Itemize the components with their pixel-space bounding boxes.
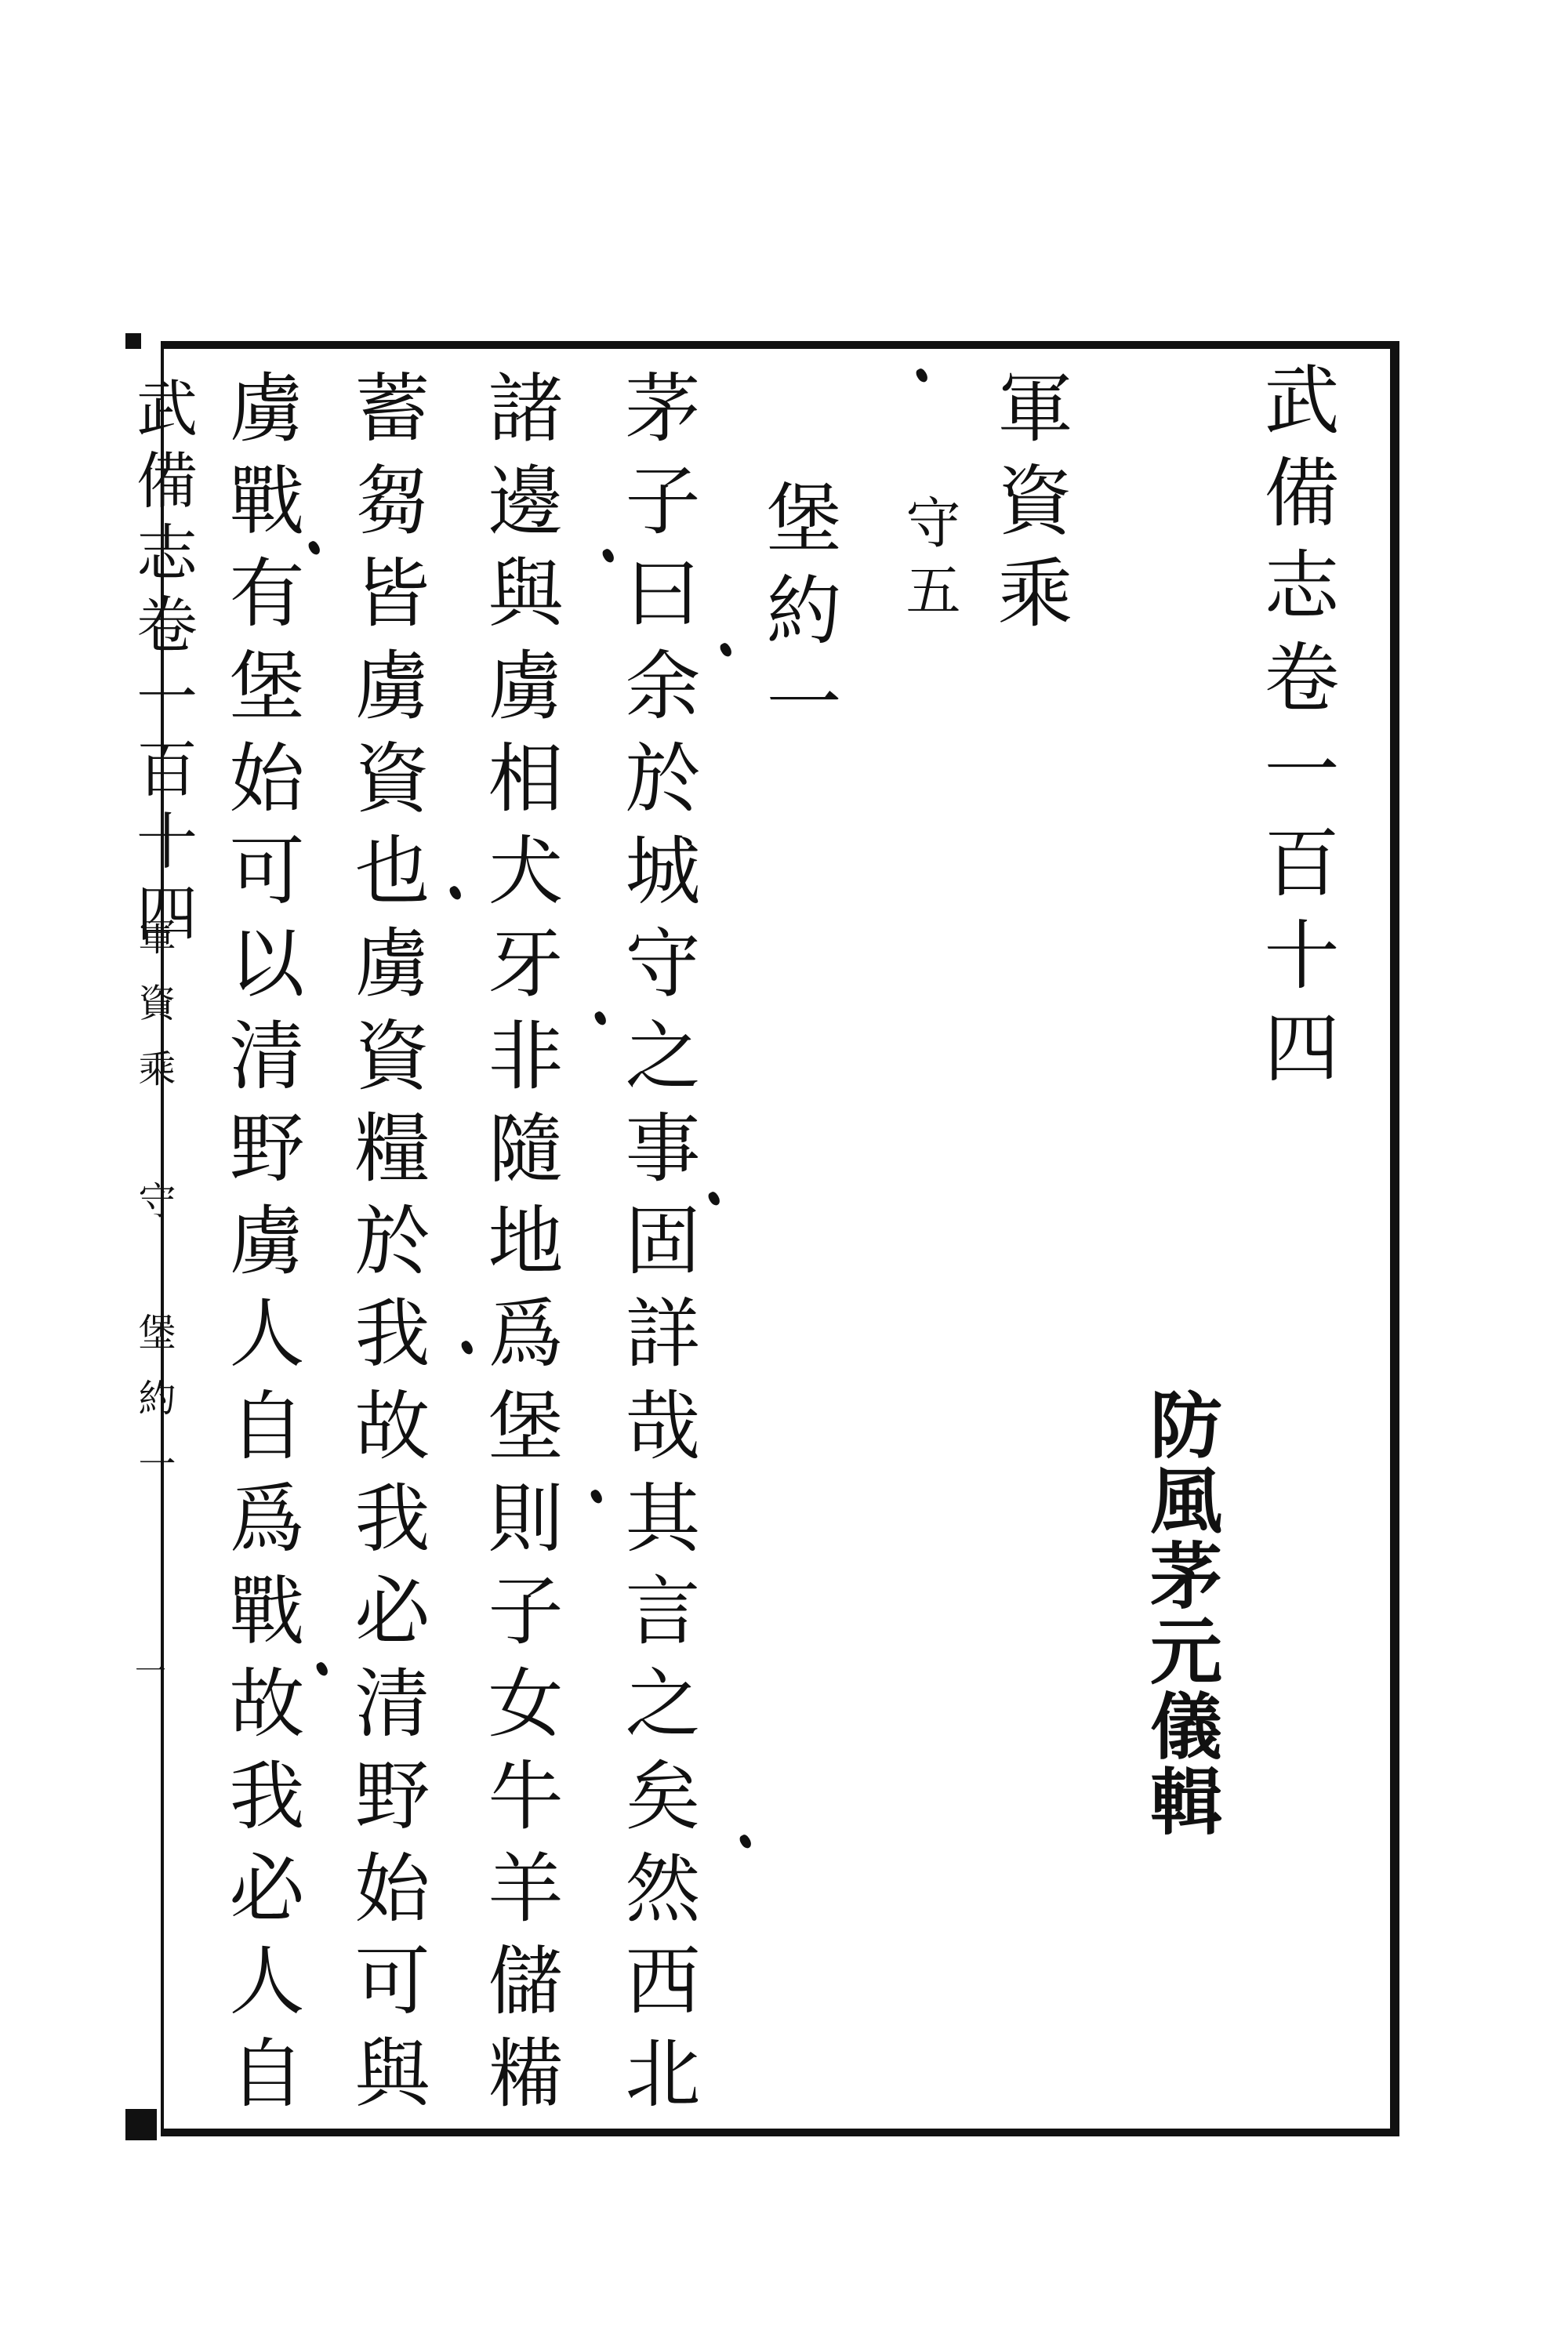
body-line-2: 諸邊與虜相犬牙非隨地爲堡則子女牛羊儲糒	[476, 368, 564, 2126]
edge-mark-top	[125, 333, 141, 349]
topic-heading: 堡約一	[754, 478, 842, 756]
margin-folio: 一	[135, 1653, 166, 1690]
volume-title: 武備志卷一百十四	[1252, 361, 1340, 1101]
body-line-4: 虜戰有堡始可以清野虜人自爲戰故我必人自	[217, 368, 305, 2126]
body-line-1: 茅子曰余於城守之事固詳哉其言之矣然西北	[613, 368, 701, 2126]
edge-mark-bottom	[125, 2109, 157, 2140]
body-line-3: 蓄芻皆虜資也虜資糧於我故我必清野始可與	[343, 368, 430, 2126]
section-heading: 軍資乘	[985, 368, 1073, 646]
margin-subtitle: 軍資乘 守 堡約一	[132, 917, 176, 1510]
subsection-heading: 守五	[897, 494, 961, 629]
margin-title: 武備志卷一百十四	[126, 376, 197, 953]
author-line: 防風茅元儀輯	[1138, 1388, 1223, 1839]
